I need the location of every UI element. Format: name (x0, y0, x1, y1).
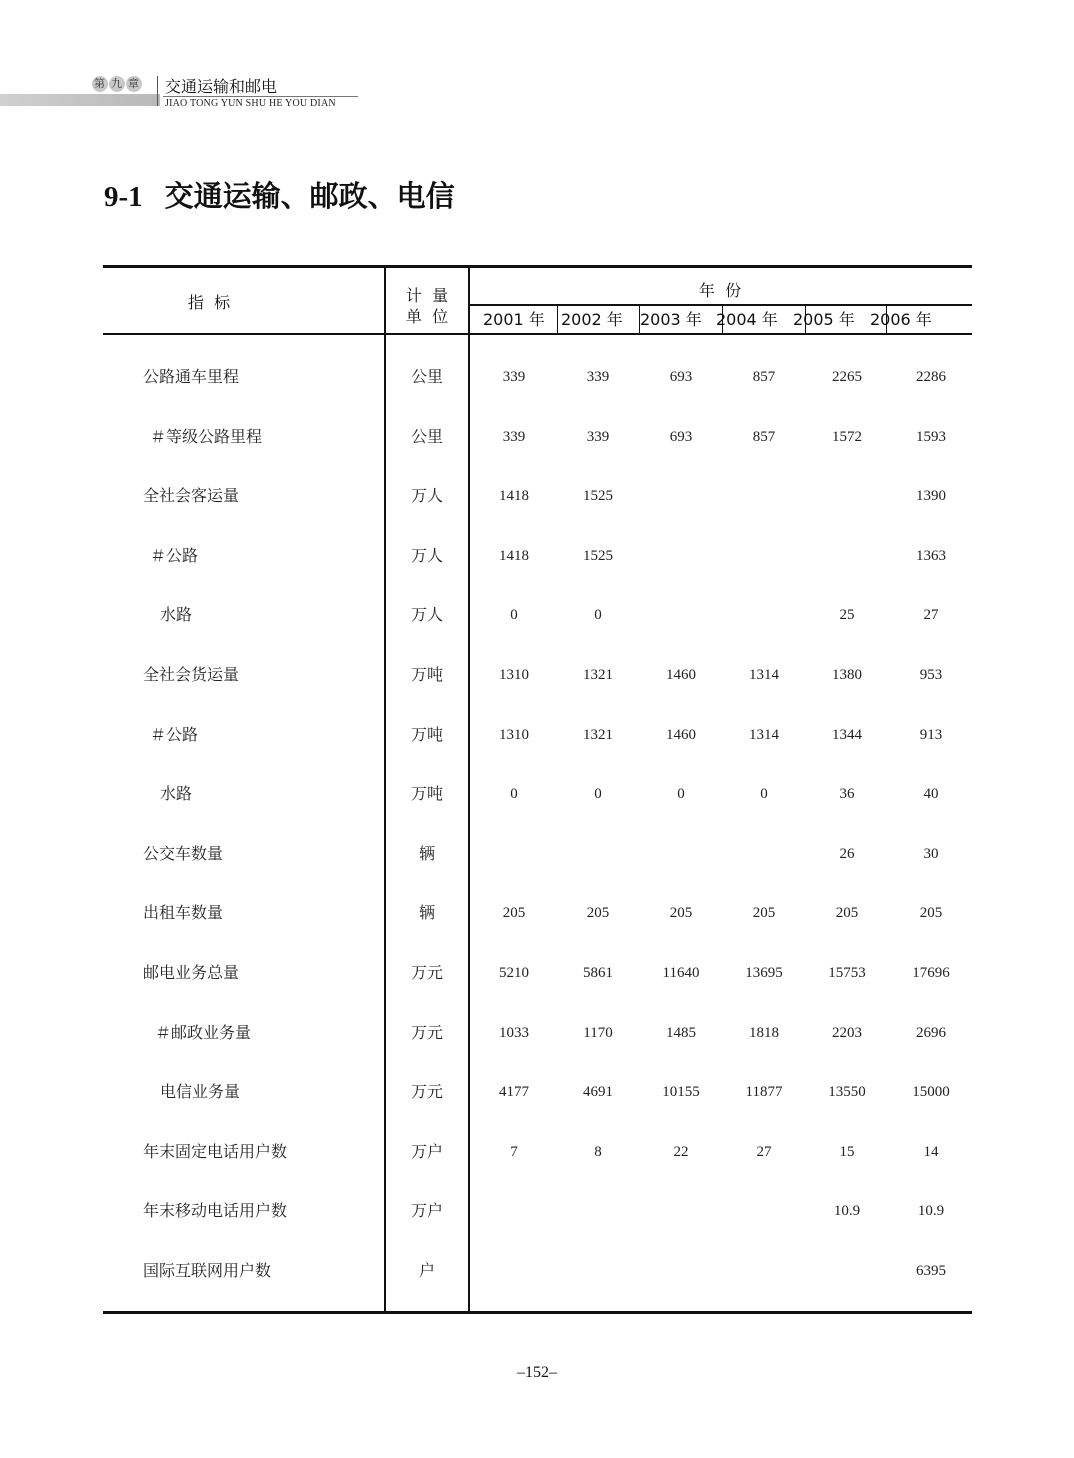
section-pinyin: JIAO TONG YUN SHU HE YOU DIAN (165, 98, 336, 109)
row-unit: 万人 (410, 605, 443, 625)
table-bottom-rule (103, 1311, 972, 1314)
table-row (0, 779, 1074, 809)
row-value: 27 (923, 607, 939, 624)
row-label: ＃公路 (150, 724, 199, 744)
row-value: 1593 (916, 428, 946, 445)
row-unit: 万户 (410, 1141, 443, 1161)
table-row (0, 541, 1074, 571)
row-unit: 公里 (410, 367, 443, 386)
row-value: 1572 (832, 428, 862, 445)
row-value: 1525 (583, 547, 613, 564)
row-value: 15 (839, 1143, 855, 1160)
row-value: 2265 (832, 369, 862, 385)
row-label: 公路通车里程 (143, 367, 240, 386)
row-value: 1363 (916, 547, 946, 564)
row-label: 全社会客运量 (143, 486, 240, 506)
table-row (0, 660, 1074, 690)
row-value: 1314 (749, 667, 779, 683)
row-unit: 户 (418, 1261, 435, 1280)
row-value: 1418 (499, 488, 529, 505)
year-header: 2001 年 (483, 310, 545, 329)
row-label: ＃邮政业务量 (155, 1022, 252, 1042)
row-unit: 万人 (410, 545, 443, 565)
row-value: 5861 (583, 965, 613, 981)
row-unit: 万吨 (410, 784, 443, 804)
row-value: 693 (669, 369, 693, 385)
year-col-rule (557, 305, 558, 334)
row-unit: 万元 (410, 1022, 443, 1042)
year-header: 2005 年 (793, 310, 855, 329)
row-label: 水路 (160, 784, 193, 804)
row-value: 1485 (666, 1024, 696, 1041)
row-unit: 公里 (410, 426, 443, 446)
table-row (0, 839, 1074, 869)
header-bottom-rule (103, 333, 972, 335)
table-row (0, 720, 1074, 750)
row-value: 26 (839, 845, 855, 862)
row-unit: 辆 (418, 843, 435, 863)
table-row (0, 362, 1074, 392)
row-value: 17696 (912, 965, 950, 981)
row-value: 10155 (662, 1084, 700, 1101)
unit-header-line1: 计 量 (405, 286, 449, 305)
row-label: 电信业务量 (160, 1082, 241, 1102)
row-unit: 万元 (410, 1082, 443, 1102)
row-value: 5210 (499, 965, 529, 981)
table-row (0, 481, 1074, 511)
row-value: 339 (502, 369, 526, 385)
row-value: 857 (752, 428, 776, 445)
row-label: 年末固定电话用户数 (143, 1141, 288, 1161)
row-value: 4691 (583, 1084, 613, 1101)
table-row (0, 1077, 1074, 1107)
row-value: 1310 (499, 726, 529, 743)
row-value: 1321 (583, 726, 613, 743)
row-value: 1321 (583, 667, 613, 683)
row-label: 水路 (160, 605, 193, 625)
row-unit: 万人 (410, 486, 443, 506)
row-value: 0 (677, 786, 685, 803)
row-unit: 万吨 (410, 665, 443, 684)
row-value: 25 (839, 607, 855, 624)
row-label: 年末移动电话用户数 (143, 1201, 288, 1221)
row-unit: 万吨 (410, 724, 443, 744)
row-value: 8 (594, 1143, 602, 1160)
row-value: 40 (923, 786, 939, 803)
row-value: 10.9 (917, 1203, 945, 1220)
row-value: 205 (502, 905, 526, 922)
table-row (0, 898, 1074, 928)
row-value: 2696 (916, 1024, 946, 1041)
row-value: 2286 (916, 369, 946, 385)
row-value: 1380 (832, 667, 862, 683)
row-value: 1818 (749, 1024, 779, 1041)
row-value: 1418 (499, 547, 529, 564)
row-value: 0 (594, 607, 602, 624)
row-value: 1390 (916, 488, 946, 505)
chapter-char: 章 (128, 77, 140, 90)
table-row (0, 600, 1074, 630)
year-group-header: 年 份 (698, 281, 742, 300)
row-value: 7 (510, 1143, 518, 1160)
table-row (0, 422, 1074, 452)
row-value: 339 (586, 369, 610, 385)
year-header: 2006 年 (870, 310, 932, 329)
row-value: 11640 (662, 965, 700, 981)
header-divider (157, 76, 158, 106)
row-value: 205 (835, 905, 859, 922)
row-value: 205 (752, 905, 776, 922)
section-title: 交通运输和邮电 (165, 77, 278, 96)
row-label: 邮电业务总量 (143, 963, 240, 982)
row-value: 1460 (666, 726, 696, 743)
row-value: 10.9 (833, 1203, 861, 1220)
row-value: 2203 (832, 1024, 862, 1041)
row-value: 0 (510, 607, 518, 624)
row-value: 693 (669, 428, 693, 445)
row-value: 857 (752, 369, 776, 385)
page-title (104, 174, 455, 215)
row-value: 15753 (828, 965, 866, 981)
row-label: 公交车数量 (143, 843, 224, 863)
row-label: ＃公路 (150, 545, 199, 565)
chapter-char: 九 (111, 77, 123, 90)
row-value: 15000 (912, 1084, 950, 1101)
year-header: 2002 年 (561, 310, 623, 329)
row-value: 205 (669, 905, 693, 922)
table-number: 9-1 (104, 181, 143, 213)
year-header: 2004 年 (716, 310, 778, 329)
table-row (0, 958, 1074, 988)
row-value: 913 (919, 726, 943, 743)
row-value: 36 (839, 786, 855, 803)
row-unit: 万户 (410, 1201, 443, 1221)
row-value: 339 (586, 428, 610, 445)
page-number: –152– (517, 1364, 557, 1381)
row-value: 339 (502, 428, 526, 445)
header-underline (163, 96, 358, 97)
row-value: 1460 (666, 667, 696, 683)
row-value: 1310 (499, 667, 529, 683)
row-value: 1170 (583, 1024, 613, 1041)
table-row (0, 1196, 1074, 1226)
row-value: 6395 (916, 1263, 946, 1279)
row-value: 205 (919, 905, 943, 922)
row-value: 0 (594, 786, 602, 803)
row-label: 国际互联网用户数 (143, 1261, 272, 1280)
row-value: 13695 (745, 965, 783, 981)
header-bar (0, 94, 160, 106)
row-label: ＃等级公路里程 (150, 426, 263, 446)
row-value: 14 (923, 1143, 939, 1160)
row-value: 11877 (745, 1084, 783, 1101)
row-value: 1033 (499, 1024, 529, 1041)
row-value: 27 (756, 1143, 772, 1160)
row-value: 0 (510, 786, 518, 803)
chapter-char: 第 (94, 77, 106, 90)
row-value: 4177 (499, 1084, 529, 1101)
table-row (0, 1137, 1074, 1167)
row-value: 0 (760, 786, 768, 803)
row-unit: 辆 (418, 903, 435, 923)
unit-header-line2: 单 位 (405, 307, 449, 326)
row-value: 22 (673, 1143, 689, 1160)
row-label: 出租车数量 (143, 903, 224, 923)
row-label: 全社会货运量 (143, 665, 240, 684)
table-row (0, 1018, 1074, 1048)
chapter-badge (92, 76, 143, 92)
table-title: 交通运输、邮政、电信 (164, 179, 455, 213)
row-value: 1525 (583, 488, 613, 505)
row-value: 13550 (828, 1084, 866, 1101)
row-value: 1344 (832, 726, 862, 743)
row-value: 205 (586, 905, 610, 922)
year-header: 2003 年 (640, 310, 702, 329)
year-group-rule (469, 304, 972, 306)
row-value: 1314 (749, 726, 779, 743)
table-row (0, 1256, 1074, 1286)
table-top-rule (103, 265, 972, 268)
row-value: 30 (923, 845, 939, 862)
indicator-header: 指 标 (187, 293, 231, 312)
row-value: 953 (919, 667, 943, 683)
row-unit: 万元 (410, 963, 443, 982)
